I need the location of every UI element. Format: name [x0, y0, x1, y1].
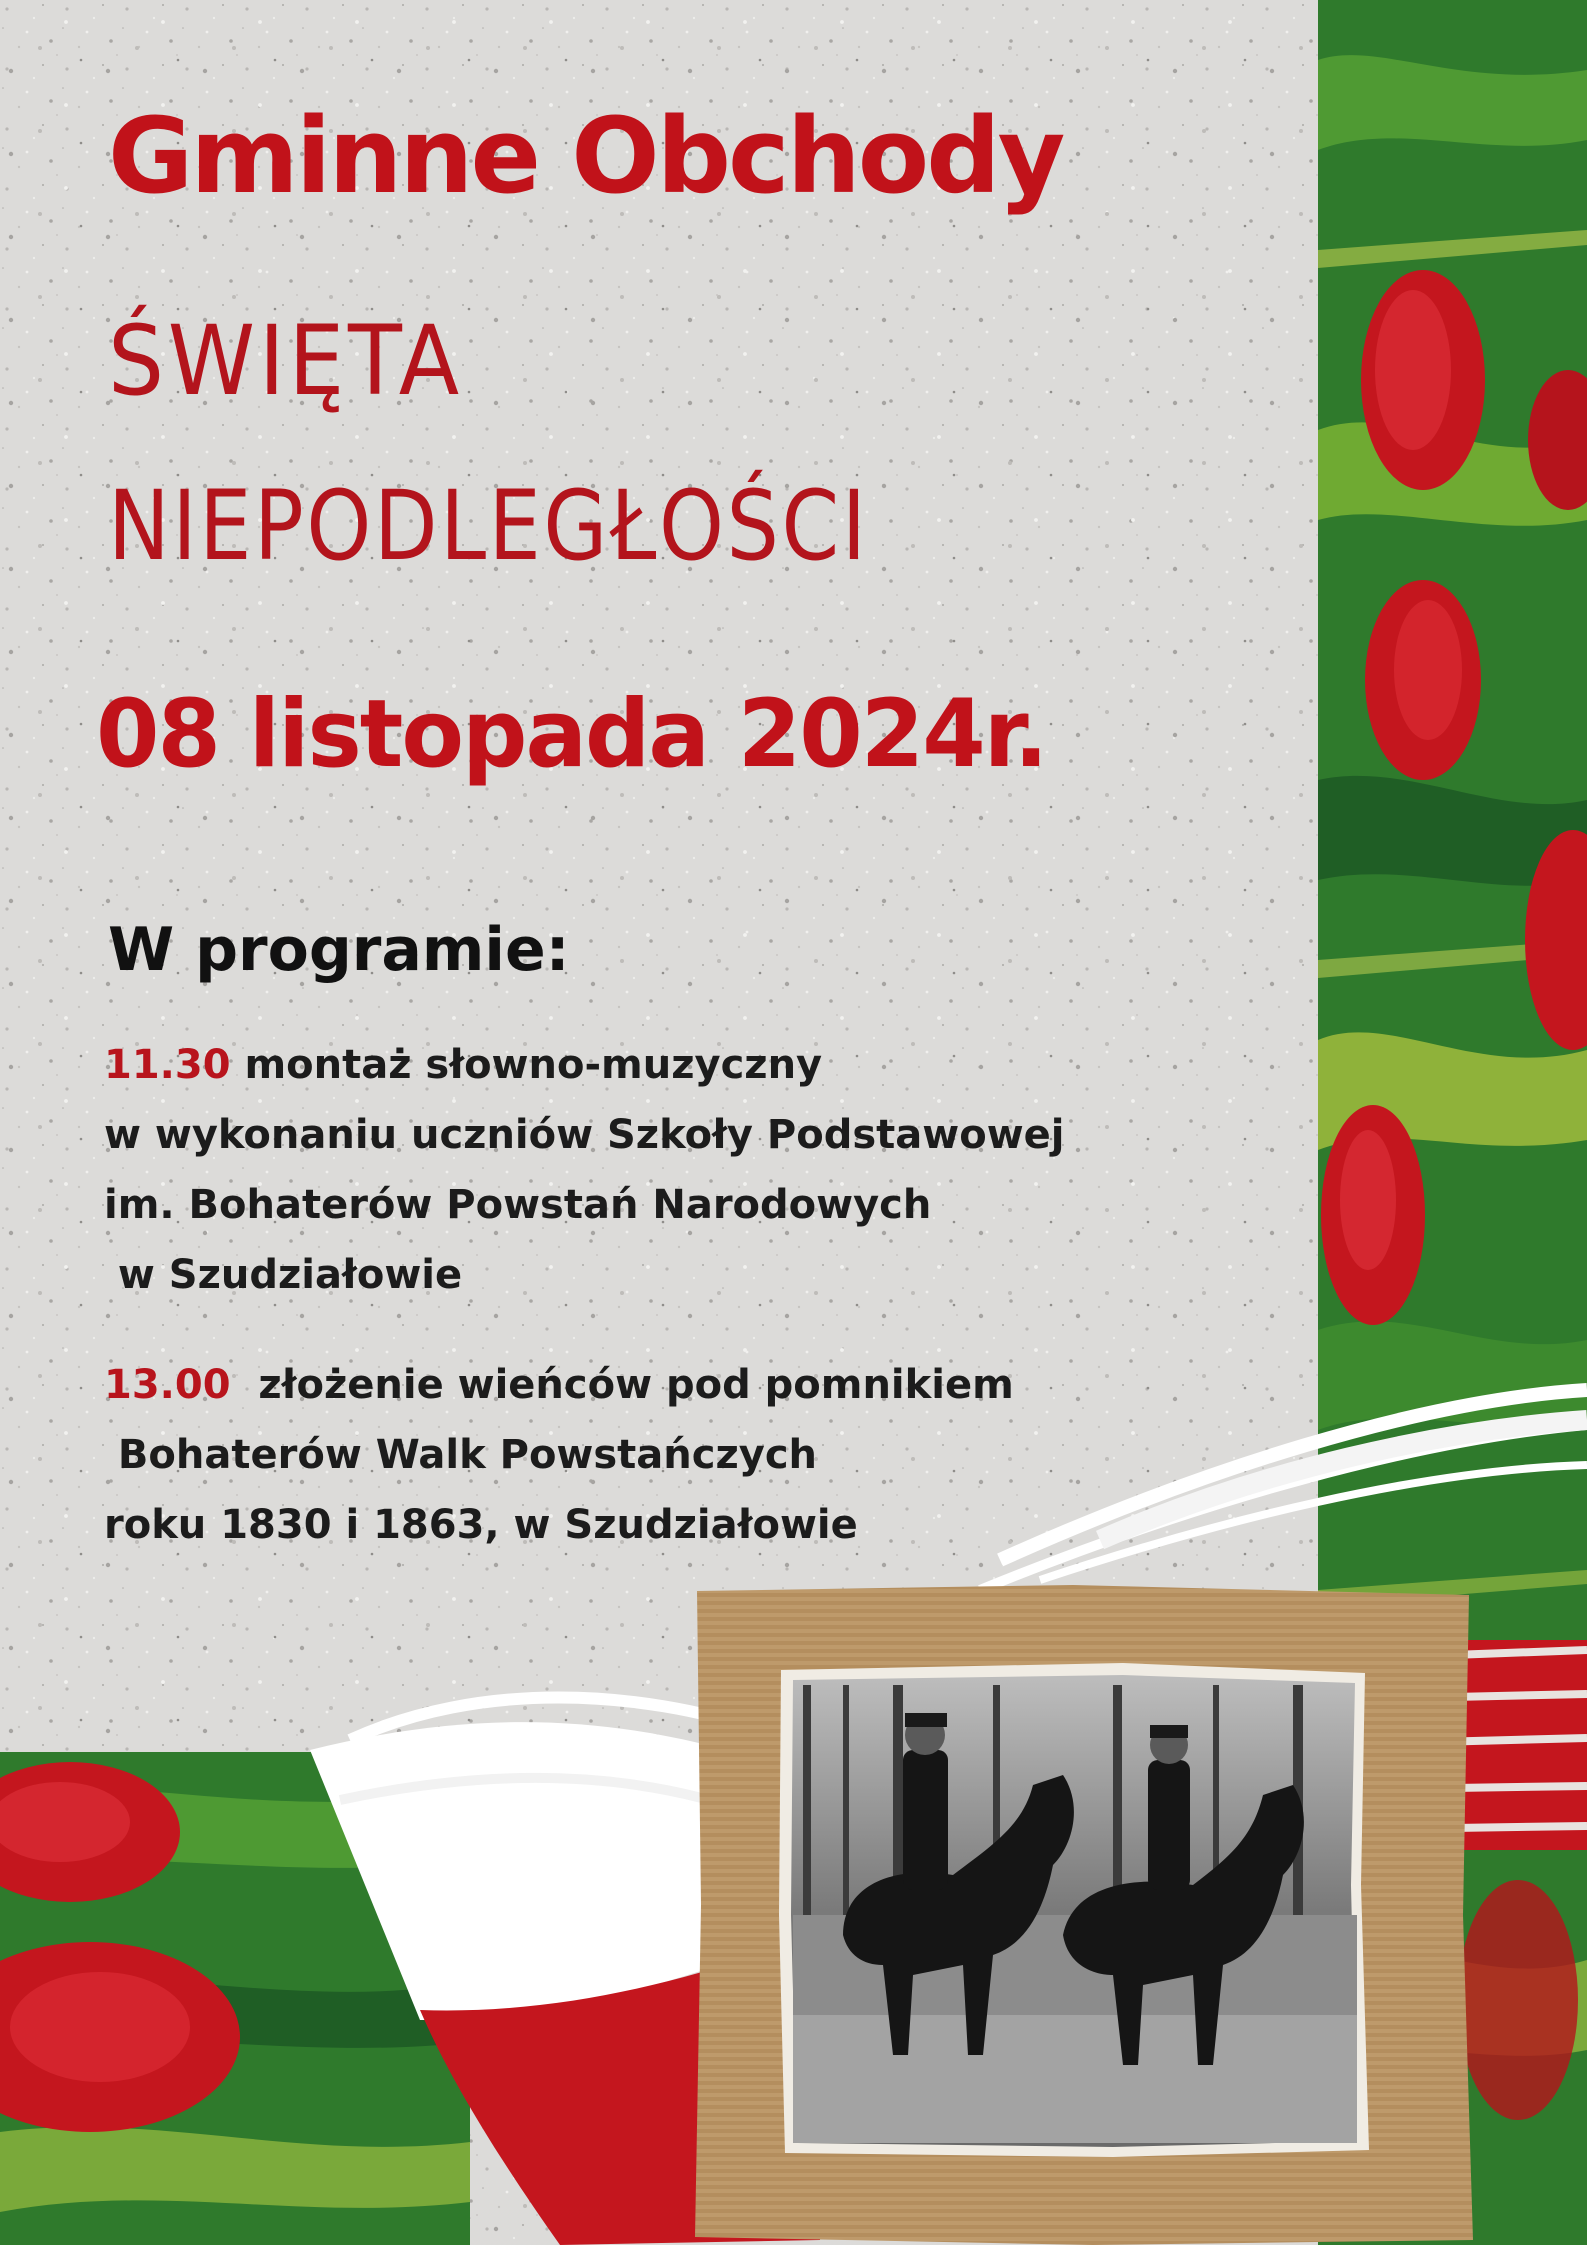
program-text: złożenie wieńców pod pomnikiem: [230, 1362, 1014, 1408]
program-item-line: [104, 1350, 1014, 1420]
program-text: montaż słowno-muzyczny: [230, 1042, 823, 1088]
program-item-2: [104, 1350, 1014, 1560]
cardboard-photo-frame: [693, 1585, 1473, 2245]
event-date: 08 listopada 2024r.: [96, 680, 1047, 789]
title-gminne-obchody: Gminne Obchody: [108, 95, 1063, 217]
program-item-1: [104, 1030, 1065, 1310]
program-text: im. Bohaterów Powstań Narodowych: [104, 1182, 932, 1228]
title-niepodleglosci: NIEPODLEGŁOŚCI: [108, 470, 869, 582]
program-time: 11.30: [104, 1042, 231, 1088]
program-heading: W programie:: [108, 915, 570, 985]
program-text: w wykonaniu uczniów Szkoły Podstawowej: [104, 1112, 1065, 1158]
title-swieta: ŚWIĘTA: [108, 305, 463, 417]
program-item-line: [104, 1030, 1065, 1100]
historical-cavalry-photo-icon: [693, 1585, 1473, 2245]
program-text: roku 1830 i 1863, w Szudziałowie: [104, 1502, 858, 1548]
program-text: Bohaterów Walk Powstańczych: [104, 1432, 818, 1478]
program-text: w Szudziałowie: [104, 1252, 463, 1298]
program-time: 13.00: [104, 1362, 231, 1408]
